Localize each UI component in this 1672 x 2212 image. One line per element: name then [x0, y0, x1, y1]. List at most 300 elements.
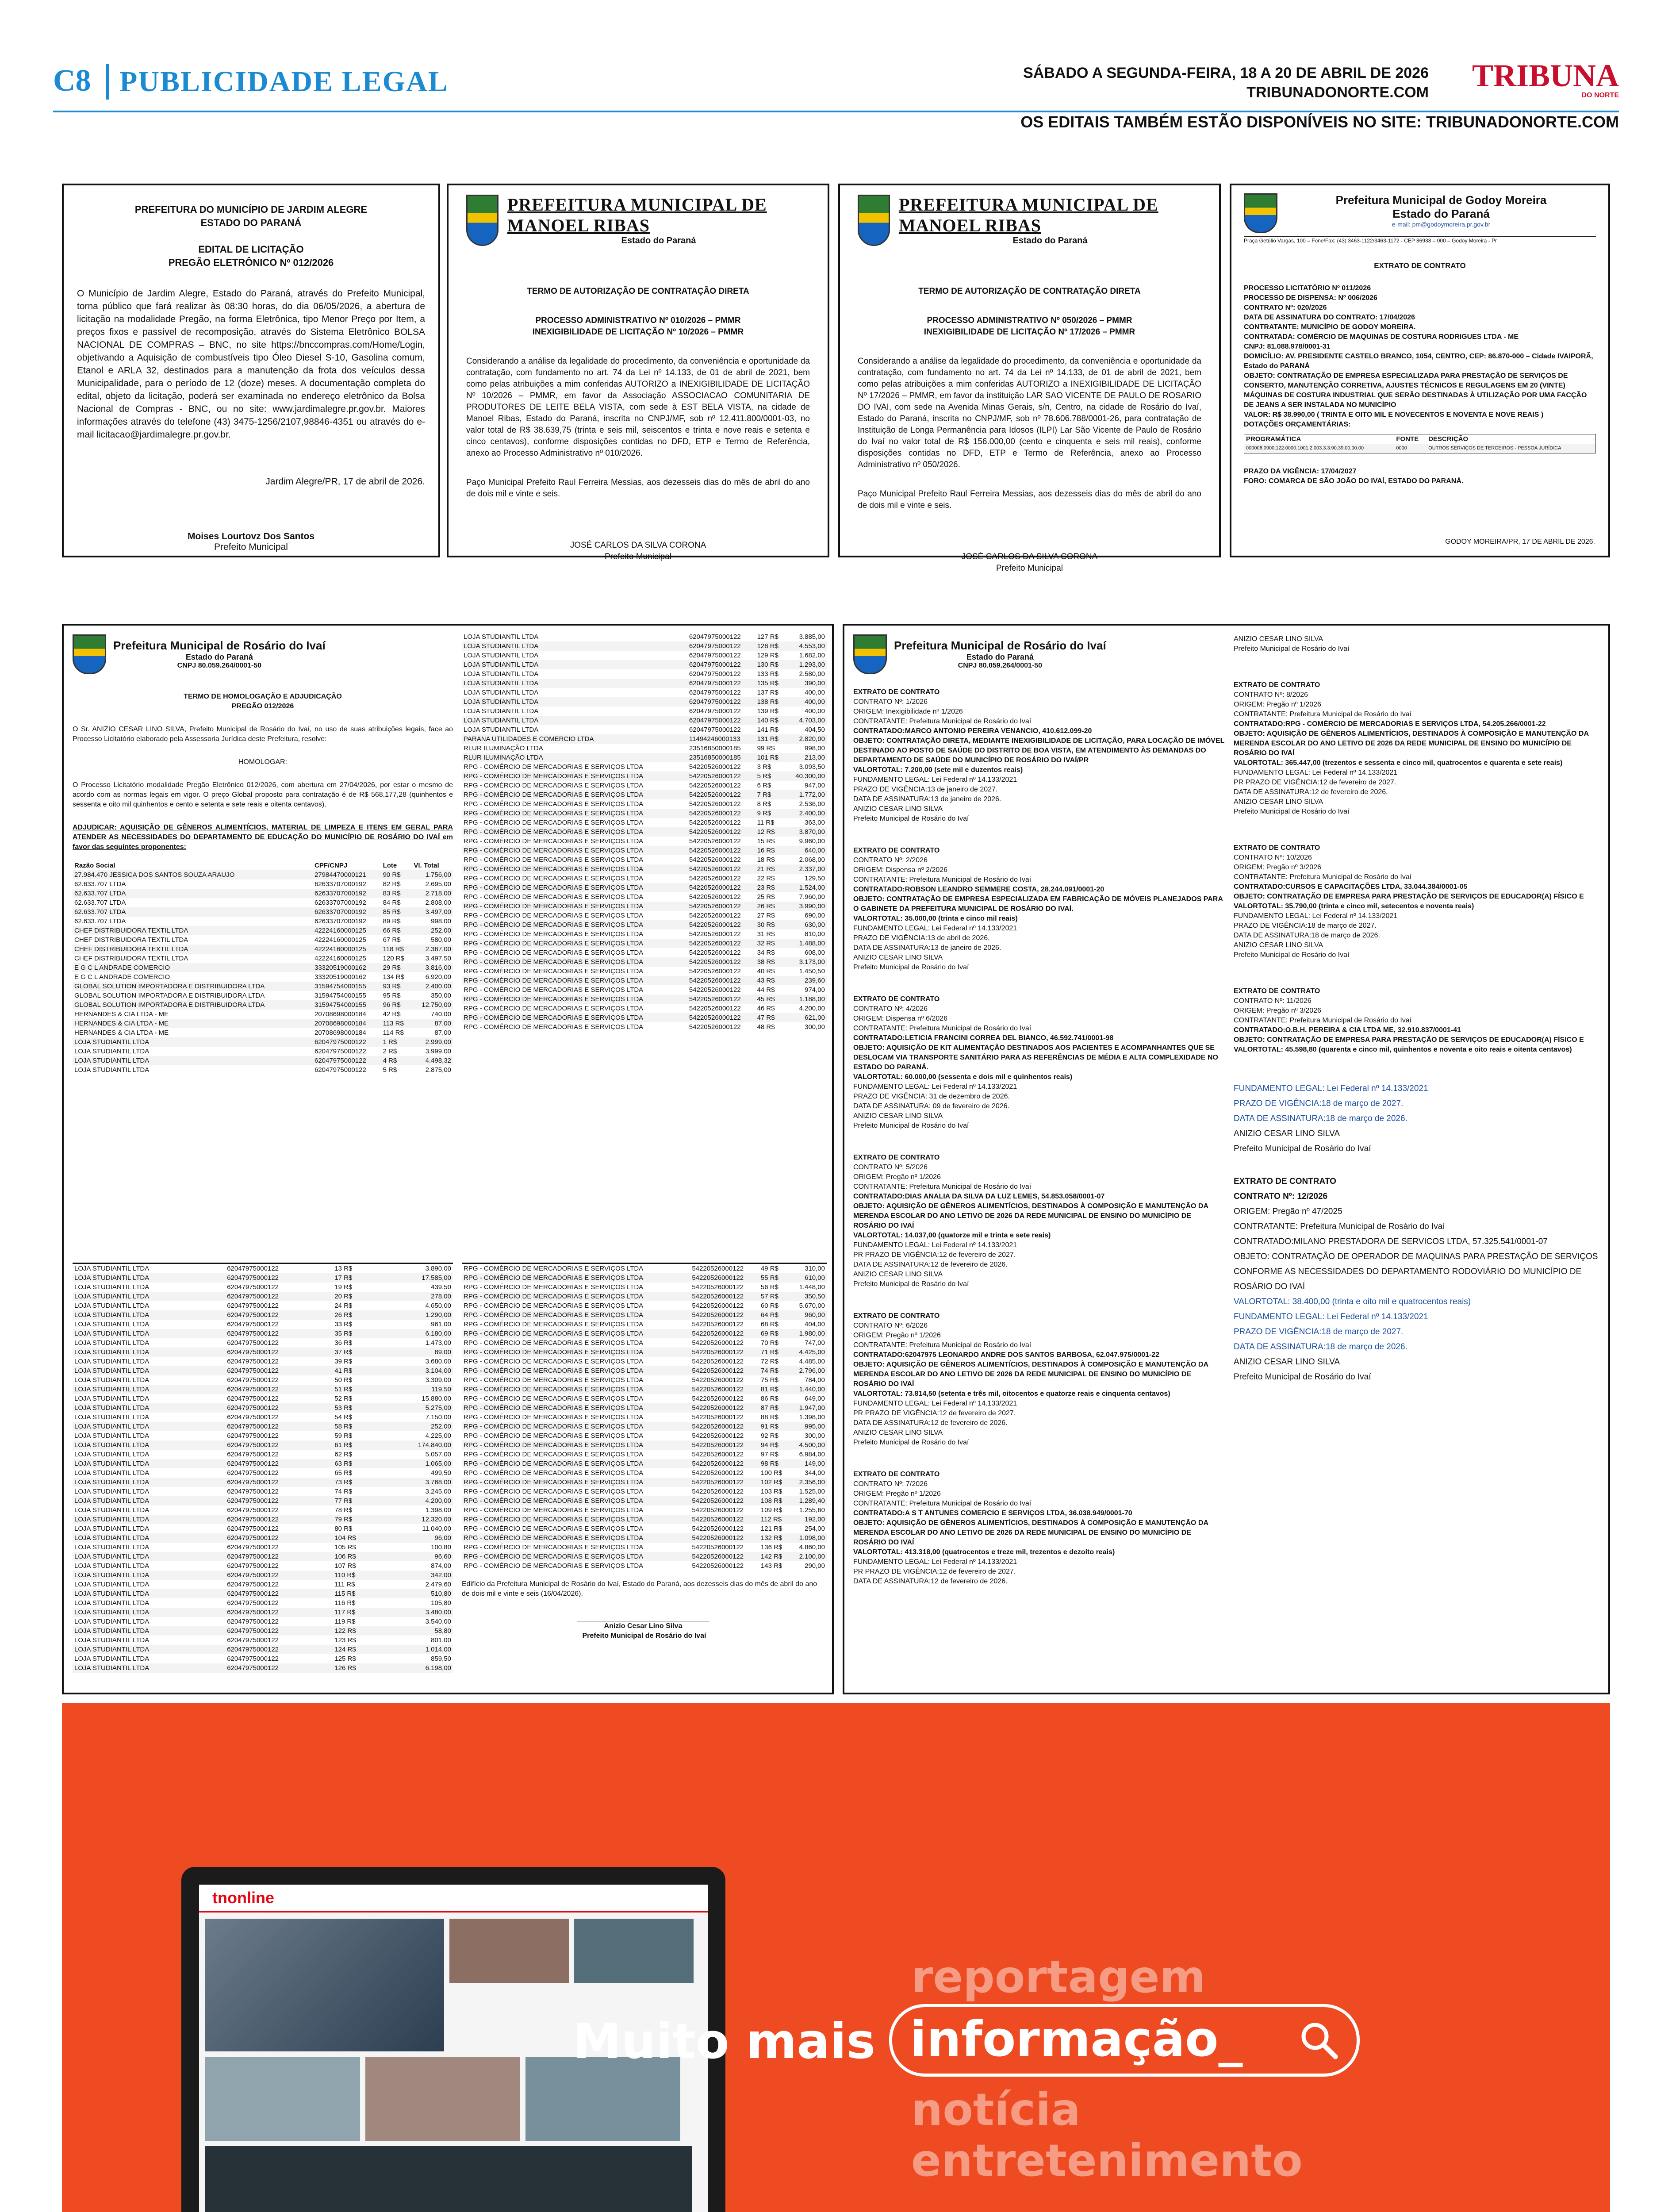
table-cell: 290,00 — [805, 1562, 825, 1570]
table-cell: LOJA STUDIANTIL LTDA — [73, 1310, 225, 1320]
table-cell: 3.870,00 — [786, 827, 827, 837]
table-cell: 54220526000122 — [690, 1459, 759, 1468]
table-row — [462, 1273, 827, 1283]
table-cell: 3 R$ — [757, 763, 771, 771]
word-reportagem: reportagem — [911, 1951, 1206, 2003]
godoy-line: PROCESSO DE DISPENSA: Nº 006/2026 — [1244, 294, 1377, 302]
table-row — [73, 1608, 453, 1617]
table-cell: 6.198,00 — [381, 1663, 453, 1673]
table-row — [73, 1000, 453, 1010]
table-row — [73, 1366, 453, 1375]
table-row — [462, 1375, 827, 1385]
rosario-state: Estado do Paraná — [966, 653, 1034, 661]
table-cell: 114 R$ — [383, 1029, 404, 1037]
table-cell: 62047975000122 — [227, 1636, 279, 1644]
table-row — [462, 669, 827, 679]
table-cell: 26 R$ — [755, 902, 786, 911]
table-cell: 1.255,60 — [799, 1506, 825, 1514]
table-row — [462, 1366, 827, 1375]
table-cell: 31594754000155 — [313, 982, 381, 991]
extrato-line: DATA DE ASSINATURA:12 de fevereiro de 2026. — [853, 1261, 1008, 1268]
table-row — [73, 1636, 453, 1645]
table-cell: 52 R$ — [334, 1395, 353, 1402]
table-cell: 141 R$ — [757, 726, 778, 733]
rosario-th: CPF/CNPJ — [314, 862, 348, 869]
table-cell: LOJA STUDIANTIL LTDA — [73, 1515, 225, 1524]
extrato-line: Prefeito Municipal de Rosário do Ivaí — [853, 1439, 969, 1446]
table-cell: 1.980,00 — [790, 1329, 827, 1338]
table-cell: 5 R$ — [755, 772, 786, 781]
table-cell: RPG - COMÉRCIO DE MERCADORIAS E SERVIÇOS LTDA — [462, 995, 687, 1004]
table-cell: 49 R$ — [760, 1265, 778, 1272]
table-cell: LOJA STUDIANTIL LTDA — [464, 670, 539, 678]
table-cell: 2.337,00 — [786, 864, 827, 874]
table-cell: 63 R$ — [333, 1459, 381, 1468]
table-cell: 42224160000125 — [313, 926, 381, 935]
table-cell: 2 R$ — [383, 1048, 397, 1055]
table-row — [73, 935, 453, 945]
table-cell: RPG - COMÉRCIO DE MERCADORIAS E SERVIÇOS LTDA — [462, 772, 687, 781]
table-row — [462, 1561, 827, 1571]
table-cell: 62047975000122 — [313, 1037, 381, 1047]
table-cell: RPG - COMÉRCIO DE MERCADORIAS E SERVIÇOS LTDA — [462, 1348, 690, 1357]
table-cell: 54220526000122 — [689, 800, 741, 808]
table-cell: 610,00 — [790, 1273, 827, 1283]
table-cell: 24 R$ — [334, 1302, 353, 1310]
table-cell: 121 R$ — [760, 1525, 782, 1532]
table-row — [73, 972, 453, 982]
table-cell: 65 R$ — [334, 1469, 353, 1477]
table-cell: RPG - COMÉRCIO DE MERCADORIAS E SERVIÇOS LTDA — [462, 1366, 690, 1375]
table-row — [462, 1013, 827, 1022]
table-cell: 106 R$ — [333, 1552, 381, 1561]
rosario-cnpj: CNPJ 80.059.264/0001-50 — [958, 662, 1043, 669]
table-cell: 54220526000122 — [690, 1403, 759, 1413]
table-cell: 4.650,00 — [425, 1302, 451, 1310]
extrato-line: ORIGEM: Inexigibilidade nº 1/2026 — [853, 708, 963, 715]
table-cell: 124 R$ — [333, 1645, 381, 1654]
table-cell: 77 R$ — [333, 1496, 381, 1505]
table-cell: RPG - COMÉRCIO DE MERCADORIAS E SERVIÇOS LTDA — [462, 864, 687, 874]
table-cell: 3.680,00 — [425, 1358, 451, 1365]
extrato-line: PRAZO DE VIGÊNCIA:18 de março de 2027. — [1234, 1099, 1404, 1108]
table-cell: 81 R$ — [759, 1385, 790, 1394]
table-cell: 4.500,00 — [790, 1440, 827, 1450]
table-cell: 133 R$ — [757, 670, 778, 678]
table-cell: 82 R$ — [383, 880, 401, 888]
table-cell: 3.990,00 — [786, 902, 827, 911]
extrato-line: OBJETO: CONTRATAÇÃO DIRETA, MEDIANTE INEXIGIBILIDADE DE LICITAÇÃO, PARA LOCAÇÃO DE IMÓVEL DESTINADO AO POSTO DE SAÚDE DO DISTRITO DE BOA VISTA, EM ATENDIMENTO ÀS DEMANDAS DO DEPARTAMENTO DE SAÚDE DO MUNICÍPIO DE ROSÁRIO DO IVAÍ/PR — [853, 737, 1225, 764]
table-cell: LOJA STUDIANTIL LTDA — [74, 1488, 150, 1495]
table-cell: 54220526000122 — [687, 809, 755, 818]
table-cell: 126 R$ — [333, 1663, 381, 1673]
manoel-crest-icon — [466, 195, 499, 246]
table-cell: LOJA STUDIANTIL LTDA — [73, 1645, 225, 1654]
table-cell: RPG - COMÉRCIO DE MERCADORIAS E SERVIÇOS LTDA — [464, 912, 644, 919]
extrato-line: EXTRATO DE CONTRATO — [853, 1154, 940, 1161]
extrato-line: ORIGEM: Pregão nº 1/2026 — [853, 1173, 941, 1181]
extrato-line: EXTRATO DE CONTRATO — [1234, 987, 1320, 995]
table-cell: 42224160000125 — [313, 945, 381, 954]
table-cell: 58,80 — [381, 1626, 453, 1636]
table-cell: 3.999,00 — [425, 1048, 451, 1055]
rosario-title: Prefeitura Municipal de Rosário do Ivaí — [113, 639, 326, 652]
extrato-line: Prefeito Municipal de Rosário do Ivaí — [853, 1280, 969, 1288]
table-cell: 62047975000122 — [227, 1395, 279, 1402]
table-row — [73, 1413, 453, 1422]
table-cell: LOJA STUDIANTIL LTDA — [464, 707, 539, 715]
table-row — [462, 1552, 827, 1561]
table-cell: 42224160000125 — [314, 955, 366, 962]
table-cell: 1 R$ — [381, 1037, 412, 1047]
table-row — [73, 1663, 453, 1673]
table-cell: 54220526000122 — [690, 1366, 759, 1375]
table-cell: 54220526000122 — [689, 856, 741, 864]
table-cell: 1.756,00 — [412, 870, 453, 879]
manoel-inex: INEXIGIBILIDADE DE LICITAÇÃO Nº 10/2026 – PMMR — [532, 327, 744, 337]
table-cell: 961,00 — [431, 1321, 451, 1328]
table-row — [73, 982, 453, 991]
table-cell: 20708698000184 — [314, 1010, 366, 1018]
extrato-line: OBJETO: AQUISIÇÃO DE GÊNEROS ALIMENTÍCIOS, DESTINADOS À COMPOSIÇÃO E MANUTENÇÃO DA MERENDA ESCOLAR DO ANO LETIVO DE 2026 DA REDE MUNICIPAL DE ENSINO DO MUNICÍPIO DE ROSÁRIO DO IVAÍ — [853, 1361, 1208, 1388]
rosario-condensed — [1234, 1081, 1603, 1156]
extrato-line: PR PRAZO DE VIGÊNCIA:12 de fevereiro de 2027. — [853, 1251, 1016, 1259]
table-cell: LOJA STUDIANTIL LTDA — [74, 1469, 150, 1477]
extrato-line: ANIZIO CESAR LINO SILVA — [1234, 1357, 1340, 1367]
table-cell: 62047975000122 — [225, 1608, 333, 1617]
table-cell: RPG - COMÉRCIO DE MERCADORIAS E SERVIÇOS LTDA — [464, 1023, 644, 1031]
extrato-line: VALORTOTAL: 35.000,00 (trinta e cinco mil reais) — [853, 915, 1018, 922]
manoel-role: Prefeito Municipal — [604, 552, 672, 561]
manoel-title: PREFEITURA MUNICIPAL DE MANOEL RIBAS — [898, 195, 1158, 235]
table-cell: 62047975000122 — [225, 1403, 333, 1413]
manoel-state: Estado do Paraná — [1012, 236, 1088, 246]
extrato-line: CONTRATO Nº: 8/2026 — [1234, 691, 1308, 699]
table-row — [462, 855, 827, 864]
table-cell: 107 R$ — [334, 1562, 356, 1570]
table-cell: LOJA STUDIANTIL LTDA — [73, 1571, 225, 1580]
godoy-state: Estado do Paraná — [1392, 207, 1490, 220]
table-cell: 113 R$ — [381, 1019, 412, 1028]
jardim-state: ESTADO DO PARANÁ — [200, 217, 302, 228]
table-cell: E G C L ANDRADE COMERCIO — [74, 973, 170, 981]
table-cell: 72 R$ — [760, 1358, 778, 1365]
table-row — [462, 1320, 827, 1329]
table-cell: 54220526000122 — [692, 1302, 744, 1310]
table-row — [462, 1533, 827, 1543]
table-cell: 2.400,00 — [786, 809, 827, 818]
table-cell: RPG - COMÉRCIO DE MERCADORIAS E SERVIÇOS LTDA — [464, 1525, 644, 1532]
notice-rosario-homologacao — [62, 624, 834, 1694]
table-cell: 46 R$ — [757, 1005, 775, 1012]
table-row — [462, 1338, 827, 1348]
table-cell: 630,00 — [786, 920, 827, 929]
table-cell: 400,00 — [786, 697, 827, 707]
table-cell: 2.695,00 — [425, 880, 451, 888]
table-cell: 54220526000122 — [692, 1432, 744, 1440]
table-row — [462, 920, 827, 929]
table-cell: 97 R$ — [760, 1451, 778, 1458]
table-row — [73, 926, 453, 935]
table-cell: 310,00 — [805, 1265, 825, 1272]
table-cell: 26 R$ — [333, 1310, 381, 1320]
table-cell: 580,00 — [431, 936, 451, 944]
table-cell: RPG - COMÉRCIO DE MERCADORIAS E SERVIÇOS LTDA — [464, 1469, 644, 1477]
table-cell: 62047975000122 — [689, 670, 741, 678]
extrato-line: Prefeito Municipal de Rosário do Ivaí — [853, 1122, 969, 1129]
table-cell: RPG - COMÉRCIO DE MERCADORIAS E SERVIÇOS LTDA — [462, 1533, 690, 1543]
table-cell: 132 R$ — [759, 1533, 790, 1543]
table-cell: 54220526000122 — [689, 912, 741, 919]
table-cell: 19 R$ — [334, 1283, 353, 1291]
extrato-line: OBJETO: CONTRATAÇÃO DE EMPRESA ESPECIALIZADA EM FABRICAÇÃO DE MÓVEIS PLANEJADOS PARA O GABINETE DA PREFEITURA MUNICIPAL DE ROSÁRIO DO IVAÍ. — [853, 895, 1223, 913]
table-cell: HERNANDES & CIA LTDA - ME — [74, 1029, 169, 1037]
table-cell: 2.479,60 — [425, 1581, 451, 1588]
table-cell: 4.225,00 — [425, 1432, 451, 1440]
table-cell: 1.098,00 — [790, 1533, 827, 1543]
table-cell: 143 R$ — [760, 1562, 782, 1570]
table-cell: 51 R$ — [333, 1385, 381, 1394]
table-cell: RPG - COMÉRCIO DE MERCADORIAS E SERVIÇOS LTDA — [462, 1440, 690, 1450]
extrato-line: CONTRATO Nº: 4/2026 — [853, 1005, 928, 1013]
table-cell: 9.960,00 — [799, 837, 825, 845]
notice-manoel-ribas-010 — [447, 184, 829, 561]
table-cell: 33320519000162 — [313, 963, 381, 972]
table-cell: 4.425,00 — [790, 1348, 827, 1357]
table-cell: 42 R$ — [383, 1010, 401, 1018]
table-cell: 54220526000122 — [689, 1023, 741, 1031]
table-row — [73, 1019, 453, 1028]
table-row — [462, 1450, 827, 1459]
extrato-line: CONTRATADO:RPG - COMÉRCIO DE MERCADORIAS E SERVIÇOS LTDA, 54.205.266/0001-22 — [1234, 720, 1546, 728]
table-cell: RPG - COMÉRCIO DE MERCADORIAS E SERVIÇOS LTDA — [462, 1459, 690, 1468]
table-cell: 62.633.707 LTDA — [74, 918, 126, 925]
table-cell: 40.300,00 — [786, 772, 827, 781]
table-cell: 62047975000122 — [227, 1655, 279, 1663]
table-row — [73, 1329, 453, 1338]
table-cell: 110 R$ — [333, 1571, 381, 1580]
table-cell: 111 R$ — [334, 1581, 355, 1588]
table-cell: RPG - COMÉRCIO DE MERCADORIAS E SERVIÇOS LTDA — [462, 1013, 687, 1022]
table-cell: 1.289,40 — [790, 1496, 827, 1505]
table-cell: LOJA STUDIANTIL LTDA — [73, 1366, 225, 1375]
extrato-line: CONTRATADO:DIAS ANALIA DA SILVA DA LUZ LEMES, 54.853.058/0001-07 — [853, 1193, 1105, 1200]
table-cell: 56 R$ — [760, 1283, 778, 1291]
rosario-crest-icon — [73, 634, 106, 674]
table-cell: 1.014,00 — [381, 1645, 453, 1654]
table-cell: 11 R$ — [757, 819, 775, 826]
table-cell: 62047975000122 — [225, 1589, 333, 1598]
table-cell: 12.320,00 — [381, 1515, 453, 1524]
table-cell: 54220526000122 — [689, 1005, 741, 1012]
table-cell: LOJA STUDIANTIL LTDA — [73, 1440, 225, 1450]
table-cell: 101 R$ — [755, 753, 786, 762]
rosario-condensed-2 — [1234, 1174, 1603, 1385]
table-cell: LOJA STUDIANTIL LTDA — [74, 1544, 150, 1551]
table-cell: 62047975000122 — [227, 1302, 279, 1310]
sites-notice: OS EDITAIS TAMBÉM ESTÃO DISPONÍVEIS NO SITE: TRIBUNADONORTE.COM — [1020, 113, 1619, 131]
jardim-pregao: PREGÃO ELETRÔNICO Nº 012/2026 — [168, 257, 334, 268]
table-row — [462, 929, 827, 939]
extrato-line: Prefeito Municipal de Rosário do Ivaí — [1234, 1144, 1371, 1153]
table-cell: 116 R$ — [334, 1599, 356, 1607]
extrato-line: VALORTOTAL: 413.318,00 (quatrocentos e treze mil, trezentos e dezoito reais) — [853, 1548, 1115, 1556]
table-cell: 50 R$ — [334, 1376, 353, 1384]
godoy-th: PROGRAMÁTICA — [1246, 435, 1301, 443]
extrato-line: CONTRATANTE: Prefeitura Municipal de Rosário do Ivaí — [853, 1025, 1032, 1032]
extrato-line: ANIZIO CESAR LINO SILVA — [1234, 1129, 1340, 1138]
table-cell: PARANA UTILIDADES E COMERCIO LTDA — [462, 734, 687, 744]
table-cell: 192,00 — [790, 1515, 827, 1524]
table-row — [73, 945, 453, 954]
table-cell: LOJA STUDIANTIL LTDA — [73, 1037, 313, 1047]
table-cell: 66 R$ — [381, 926, 412, 935]
table-cell: 18 R$ — [757, 856, 775, 864]
search-icon — [1299, 2020, 1339, 2060]
table-cell: 57 R$ — [759, 1292, 790, 1301]
table-row — [462, 1413, 827, 1422]
table-cell: RPG - COMÉRCIO DE MERCADORIAS E SERVIÇOS LTDA — [462, 1385, 690, 1394]
extrato-line: CONTRATO Nº: 2/2026 — [853, 856, 928, 864]
extrato-line: DATA DE ASSINATURA:13 de janeiro de 2026. — [853, 795, 1001, 803]
table-cell: 62047975000122 — [687, 641, 755, 651]
table-row — [462, 892, 827, 902]
table-cell: 118 R$ — [381, 945, 412, 954]
table-cell: 96 R$ — [381, 1000, 412, 1010]
extrato-line: CONTRATADO:MILANO PRESTADORA DE SERVICOS LTDA, 57.325.541/0001-07 — [1234, 1237, 1548, 1246]
table-cell: 54220526000122 — [687, 902, 755, 911]
table-row — [462, 1301, 827, 1310]
rosario-pregao: PREGÃO 012/2026 — [231, 703, 294, 710]
table-cell: 2.356,00 — [790, 1478, 827, 1487]
table-cell: RPG - COMÉRCIO DE MERCADORIAS E SERVIÇOS LTDA — [464, 1488, 644, 1495]
table-row — [462, 651, 827, 660]
rosario-table-lower — [73, 1264, 453, 1673]
table-cell: 974,00 — [805, 986, 825, 994]
table-cell: RPG - COMÉRCIO DE MERCADORIAS E SERVIÇOS LTDA — [464, 893, 644, 901]
table-cell: 7 R$ — [755, 790, 786, 799]
table-cell: 12 R$ — [755, 827, 786, 837]
extrato-line: FUNDAMENTO LEGAL: Lei Federal nº 14.133/2021 — [1234, 912, 1398, 920]
table-cell: RPG - COMÉRCIO DE MERCADORIAS E SERVIÇOS LTDA — [464, 1413, 644, 1421]
table-cell: 1.682,00 — [799, 652, 825, 659]
manoel-state: Estado do Paraná — [621, 236, 696, 246]
extrato-line: FUNDAMENTO LEGAL: Lei Federal nº 14.133/2021 — [853, 1400, 1017, 1407]
table-cell: 62047975000122 — [689, 707, 741, 715]
extrato-line: ANIZIO CESAR LINO SILVA — [1234, 635, 1323, 643]
table-cell: 39 R$ — [334, 1358, 353, 1365]
table-cell: 1.188,00 — [786, 995, 827, 1004]
table-cell: 801,00 — [431, 1636, 451, 1644]
table-cell: 21 R$ — [755, 864, 786, 874]
table-cell: 784,00 — [805, 1376, 825, 1384]
table-row — [73, 1385, 453, 1394]
table-cell: 27.984.470 JESSICA DOS SANTOS SOUZA ARAUJO — [73, 870, 313, 879]
table-cell: 98 R$ — [759, 1459, 790, 1468]
table-cell: 54220526000122 — [689, 893, 741, 901]
table-cell: 3.540,00 — [425, 1618, 451, 1625]
table-cell: 5.275,00 — [381, 1403, 453, 1413]
table-row — [462, 967, 827, 976]
table-cell: 42224160000125 — [314, 936, 366, 944]
brand-logo — [1442, 60, 1619, 104]
table-row — [462, 995, 827, 1004]
extrato-line: ANIZIO CESAR LINO SILVA — [1234, 941, 1323, 949]
issue-date-text: SÁBADO A SEGUNDA-FEIRA, 18 A 20 DE ABRIL DE 2026 — [1023, 65, 1429, 81]
table-row — [462, 772, 827, 781]
table-cell: 54 R$ — [334, 1413, 353, 1421]
table-row — [73, 1515, 453, 1524]
table-cell: 62047975000122 — [314, 1048, 366, 1055]
page-number: C8 — [53, 64, 91, 98]
extrato-block — [1234, 843, 1603, 960]
table-row — [73, 1422, 453, 1431]
table-cell: 54220526000122 — [690, 1440, 759, 1450]
table-cell: 20 R$ — [333, 1292, 381, 1301]
header-rule — [53, 111, 1619, 112]
table-cell: 130 R$ — [755, 660, 786, 669]
table-cell: 62047975000122 — [689, 689, 741, 696]
table-cell: 4.860,00 — [799, 1544, 825, 1551]
extrato-line: ANIZIO CESAR LINO SILVA — [853, 954, 943, 961]
extrato-line: FUNDAMENTO LEGAL: Lei Federal nº 14.133/2021 — [853, 1241, 1017, 1249]
table-cell: LOJA STUDIANTIL LTDA — [74, 1581, 150, 1588]
table-row — [73, 1505, 453, 1515]
table-cell: 74 R$ — [759, 1366, 790, 1375]
table-cell: 54220526000122 — [690, 1552, 759, 1561]
table-cell: 62047975000122 — [225, 1440, 333, 1450]
table-row — [462, 985, 827, 995]
table-cell: 2.400,00 — [412, 982, 453, 991]
table-cell: 300,00 — [805, 1432, 825, 1440]
table-cell: 112 R$ — [759, 1515, 790, 1524]
table-cell: 859,50 — [431, 1655, 451, 1663]
table-cell: RPG - COMÉRCIO DE MERCADORIAS E SERVIÇOS LTDA — [464, 800, 644, 808]
extrato-line: ORIGEM: Pregão nº 1/2026 — [853, 1332, 941, 1339]
table-row — [462, 641, 827, 651]
table-cell: LOJA STUDIANTIL LTDA — [462, 679, 687, 688]
table-cell: 139 R$ — [757, 707, 778, 715]
jardim-title: PREFEITURA DO MUNICÍPIO DE JARDIM ALEGRE — [134, 204, 368, 215]
rosario-extratos-list-2 — [1234, 634, 1603, 1055]
table-row — [462, 939, 827, 948]
table-cell: RPG - COMÉRCIO DE MERCADORIAS E SERVIÇOS LTDA — [462, 846, 687, 855]
manoel-body: Considerando a análise da legalidade do procedimento, da conveniência e oportunidade da contratação, com fundamento no art. 74 da Lei nº 14.133, de 01 de abril de 2021, bem como pelas atribuições a mim conferidas AUTORIZO a INEXIGIBILIDADE DE LICITAÇÃO Nº 10/2026 – PMMR, em favor da Associação ASSOCIACAO COMUNITARIA DE PRODUTORES DE LEITE BELA VISTA, com sede à EST BELA VISTA, na cidade de Manoel Ribas, Estado do Paraná, inscrita no CNPJ/MF, sob nº 12.411.800/0001-03, no valor total de R$ 38.639,75 (trinta e seis mil, seiscentos e trinta e nove reais e setenta e cinco centavos), conforme disposições contidas no DFD, ETP e Termo de Referência, anexo ao Processo Administrativo nº 010/2026. — [466, 357, 810, 458]
table-cell: 127 R$ — [757, 633, 778, 641]
table-cell: RPG - COMÉRCIO DE MERCADORIAS E SERVIÇOS LTDA — [464, 1432, 644, 1440]
table-cell: 32 R$ — [755, 939, 786, 948]
table-cell: 88 R$ — [760, 1413, 778, 1421]
table-cell: 25 R$ — [757, 893, 775, 901]
table-cell: 103 R$ — [760, 1488, 782, 1495]
table-cell: E G C L ANDRADE COMERCIO — [73, 963, 313, 972]
extrato-line: CONTRATANTE: Prefeitura Municipal de Rosário do Ivaí — [853, 876, 1032, 883]
table-cell: 92 R$ — [760, 1432, 778, 1440]
table-cell: 43 R$ — [755, 976, 786, 985]
table-cell: 54220526000122 — [692, 1451, 744, 1458]
table-cell: 58 R$ — [333, 1422, 381, 1431]
table-row — [73, 1533, 453, 1543]
table-cell: 108 R$ — [759, 1496, 790, 1505]
table-cell: 100 R$ — [760, 1469, 782, 1477]
table-cell: 62047975000122 — [227, 1413, 279, 1421]
table-cell: 13 R$ — [334, 1265, 353, 1272]
extrato-line: CONTRATANTE: Prefeitura Municipal de Rosário do Ivaí — [853, 1183, 1032, 1190]
table-row — [73, 879, 453, 889]
table-cell: RPG - COMÉRCIO DE MERCADORIAS E SERVIÇOS LTDA — [462, 1478, 690, 1487]
table-row — [462, 818, 827, 827]
table-cell: 62047975000122 — [227, 1544, 279, 1551]
